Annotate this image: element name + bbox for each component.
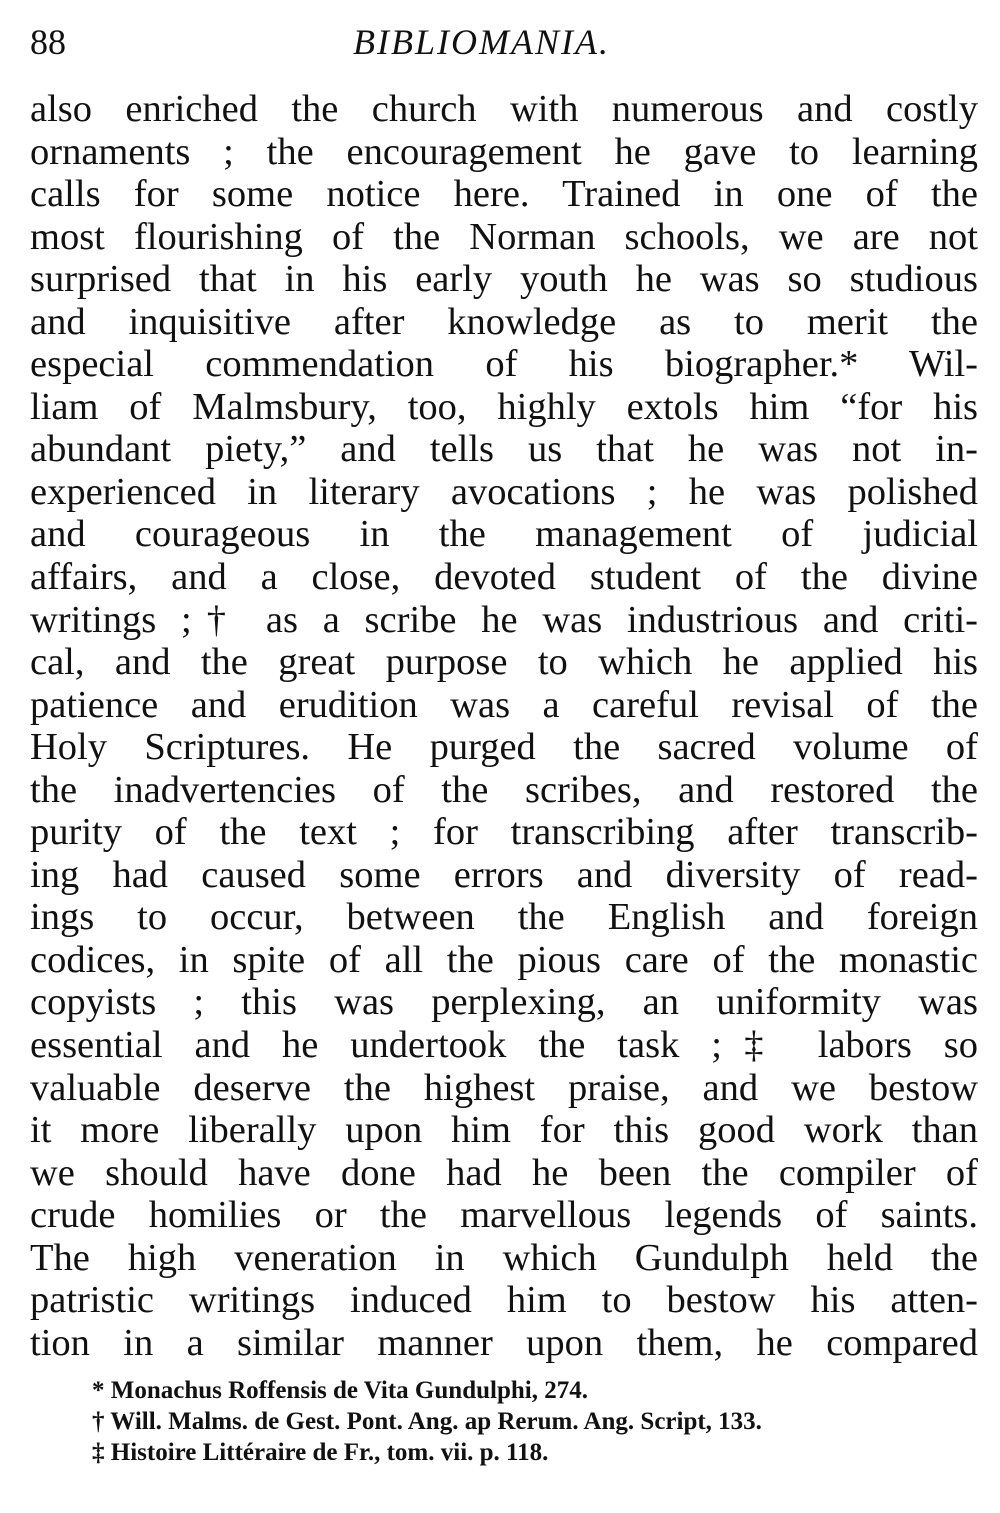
text-line: ing had caused some errors and diversity of read- [30,853,978,896]
text-line: we should have done had he been the compiler of [30,1151,978,1194]
text-line: Holy Scriptures. He purged the sacred volume of [30,726,978,769]
text-line: writings ;† as a scribe he was industrious and criti- [30,598,978,641]
text-line: and inquisitive after knowledge as to merit the [30,300,978,343]
text-line: liam of Malmsbury, too, highly extols him “for his [30,385,978,428]
text-line: patristic writings induced him to bestow his atten- [30,1279,978,1322]
running-title: BIBLIOMANIA. [353,22,610,62]
text-line: surprised that in his early youth he was so studious [30,258,978,301]
text-line: especial commendation of his biographer.* Wil- [30,343,978,386]
text-line: most flourishing of the Norman schools, we are not [30,215,978,258]
text-line: copyists ; this was perplexing, an uniformity was [30,981,978,1024]
text-line: cal, and the great purpose to which he applied his [30,641,978,684]
text-line: tion in a similar manner upon them, he compared [30,1321,978,1364]
text-line: ings to occur, between the English and foreign [30,896,978,939]
footnote: † Will. Malms. de Gest. Pont. Ang. ap Rerum. Ang. Script, 133. [92,1408,762,1435]
text-line: valuable deserve the highest praise, and we bestow [30,1066,978,1109]
footnote: * Monachus Roffensis de Vita Gundulphi, 274. [92,1377,588,1404]
text-line: calls for some notice here. Trained in one of the [30,173,978,216]
text-line: crude homilies or the marvellous legends of saints. [30,1194,978,1237]
text-line: it more liberally upon him for this good work than [30,1109,978,1152]
text-line: also enriched the church with numerous and costly [30,88,978,130]
text-line: purity of the text ; for transcribing after transcrib- [30,811,978,854]
text-line: ornaments ; the encouragement he gave to learning [30,130,978,173]
footnote: ‡ Histoire Littéraire de Fr., tom. vii. p. 118. [92,1439,549,1466]
footnotes [92,1375,982,1468]
text-line: the inadvertencies of the scribes, and restored the [30,768,978,811]
text-line: codices, in spite of all the pious care of the monastic [30,938,978,981]
text-line: essential and he undertook the task ;‡ labors so [30,1024,978,1067]
body-text [30,88,978,1364]
text-line: experienced in literary avocations ; he was polished [30,470,978,513]
text-line: and courageous in the management of judicial [30,513,978,556]
text-line: patience and erudition was a careful revisal of the [30,683,978,726]
page-number: 88 [30,22,66,62]
page-header [30,14,975,66]
text-line: The high veneration in which Gundulph held the [30,1236,978,1279]
text-line: abundant piety,” and tells us that he was not in- [30,428,978,471]
text-line: affairs, and a close, devoted student of the divine [30,556,978,599]
